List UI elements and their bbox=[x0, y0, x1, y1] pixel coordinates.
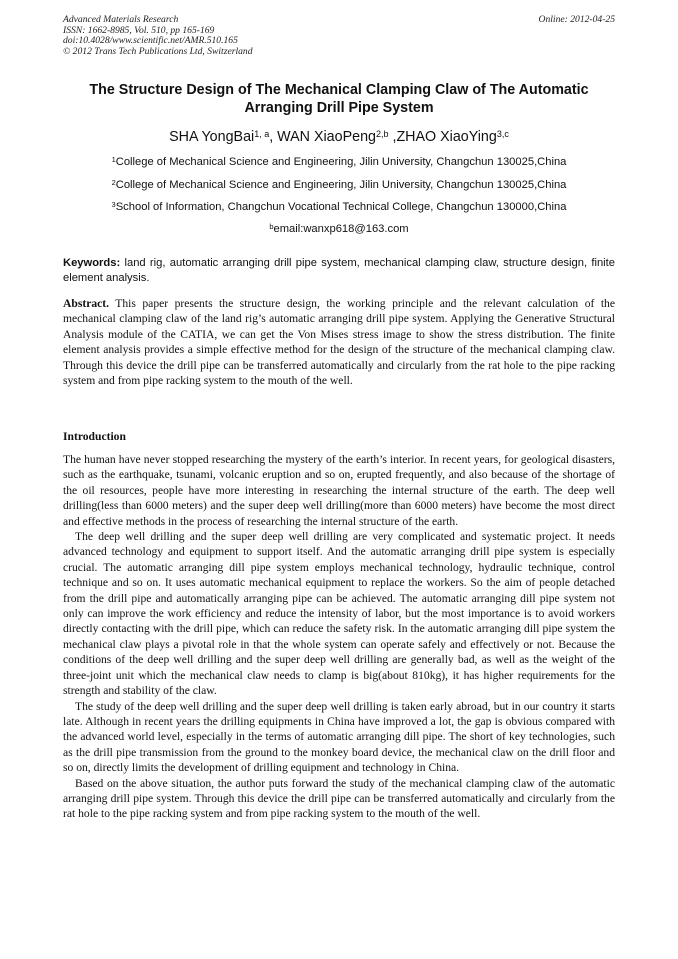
affiliation-3 bbox=[63, 200, 615, 214]
author-name: WAN XiaoPeng bbox=[277, 129, 376, 145]
abstract-label: Abstract. bbox=[63, 297, 110, 310]
paragraph: The deep well drilling and the super deep well drilling are very complicated and systematic project. It needs advanced technology and equipment to support itself. And the automatic arranging drill pipe system is especially crucial. The automatic arranging dill pipe system employs mechanical technology, hydraulic technique, control technique and so on. It uses automatic mechanical equipment to replace the workers. So the aim of people detached from the drill pipe and automatically arranging pipe can be achieved. The automatic arranging dill pipe system not only can improve the work efficiency and reduce the intensity of labor, but the most importance is to avoid workers directly contacting with the drill pipe, which can reduce the safety risk. In the automatic arranging dill pipe system the mechanical claw plays a pivotal role in that the whole system can operate safely and effectively or not. Because the conditions of the deep well drilling and the super deep well drilling are generally bad, as well as the weight of the three-joint unit which the mechanical claw needs to clamp is big(about 810kg), it has higher requirements for the strength and stability of the claw. bbox=[63, 530, 615, 698]
journal-header bbox=[63, 15, 253, 57]
author-name: ZHAO XiaoYing bbox=[396, 129, 497, 145]
affiliation-text: College of Mechanical Science and Engineering, Jilin University, Changchun 130025,China bbox=[115, 179, 567, 191]
section-heading-introduction: Introduction bbox=[63, 430, 126, 443]
keywords-label: Keywords: bbox=[63, 257, 121, 269]
copyright-line: © 2012 Trans Tech Publications Ltd, Switzerland bbox=[63, 45, 253, 57]
affiliation-sup: 2 bbox=[111, 178, 116, 187]
affiliation-sup: 3 bbox=[111, 200, 116, 209]
email-text: email:wanxp618@163.com bbox=[273, 223, 409, 235]
affiliation-sup: 1 bbox=[111, 155, 116, 164]
author-list bbox=[63, 128, 615, 146]
paragraph: Based on the above situation, the author puts forward the study of the mechanical clamping claw of the automatic arranging drill pipe system. Through this device the drill pipe can be transferred automatically and circularly from the rat hole to the pipe racking system and from pipe racking system to the mouth of the well. bbox=[63, 776, 615, 821]
email-sup: b bbox=[269, 222, 274, 231]
online-date: Online: 2012-04-25 bbox=[538, 14, 615, 25]
issn-line: ISSN: 1662-8985, Vol. 510, pp 165-169 bbox=[63, 24, 215, 36]
paragraph: The study of the deep well drilling and the super deep well drilling is taken early abroad, but in our country it starts late. Although in recent years the drilling equipments in China have improved a lot, the gap is obvious compared with the advanced world level, especially in the terms of automatic arranging dill pipe. The short of key technologies, such as the drill pipe transmission from the ground to the monkey board device, the mechanical claw on the drill floor and so on, directly limits the development of drilling equipment and technology in China. bbox=[63, 699, 615, 775]
author-sup: 3,c bbox=[496, 129, 509, 139]
abstract-text: This paper presents the structure design, the working principle and the relevant calculation of the mechanical clamping claw of the land rig’s automatic arranging drill pipe system. Applying the Generative Structural Analysis module of the CATIA, we can get the Von Mises stress image to show the stress distribution. The finite element analysis provides a simple effective method for the design of the structure of the mechanical clamping claw. Through this device the drill pipe can be transferred automatically and circularly from the rat hole to the pipe racking system and from pipe racking system to the mouth of the well. bbox=[63, 297, 615, 388]
affiliation-1 bbox=[63, 155, 615, 169]
paragraph: The human have never stopped researching the mystery of the earth’s interior. In recent years, for geological disasters, such as the earthquake, tsunami, volcanic eruption and so on, erupted frequently, and also because of the shortage of the oil resources, people have more interesting in researching the internal structure of the earth. The deep well drilling(less than 6000 meters) and the super deep well drilling(more than 6000 meters) have become the most direct and effective methods in the process of researching the internal structure of the earth. bbox=[63, 453, 615, 528]
author-sep: , bbox=[388, 129, 397, 145]
affiliation-2 bbox=[63, 178, 615, 192]
introduction-body bbox=[63, 452, 615, 822]
author-sep: , bbox=[269, 129, 278, 145]
keywords-text: land rig, automatic arranging drill pipe system, mechanical clamping claw, structure design, finite element analysis. bbox=[63, 257, 615, 285]
paper-title: The Structure Design of The Mechanical Clamping Claw of The Automatic Arranging Drill Pipe System bbox=[89, 82, 589, 116]
keywords bbox=[63, 256, 615, 287]
author-sup: 1, a bbox=[254, 129, 270, 139]
author-sup: 2,b bbox=[375, 129, 389, 139]
author-email bbox=[63, 222, 615, 236]
abstract bbox=[63, 296, 615, 388]
affiliation-text: College of Mechanical Science and Engineering, Jilin University, Changchun 130025,China bbox=[115, 156, 567, 168]
affiliation-text: School of Information, Changchun Vocational Technical College, Changchun 130000,China bbox=[115, 201, 567, 213]
doi-line: doi:10.4028/www.scientific.net/AMR.510.165 bbox=[63, 35, 238, 47]
journal-name: Advanced Materials Research bbox=[63, 14, 179, 25]
author-name: SHA YongBai bbox=[169, 129, 255, 145]
